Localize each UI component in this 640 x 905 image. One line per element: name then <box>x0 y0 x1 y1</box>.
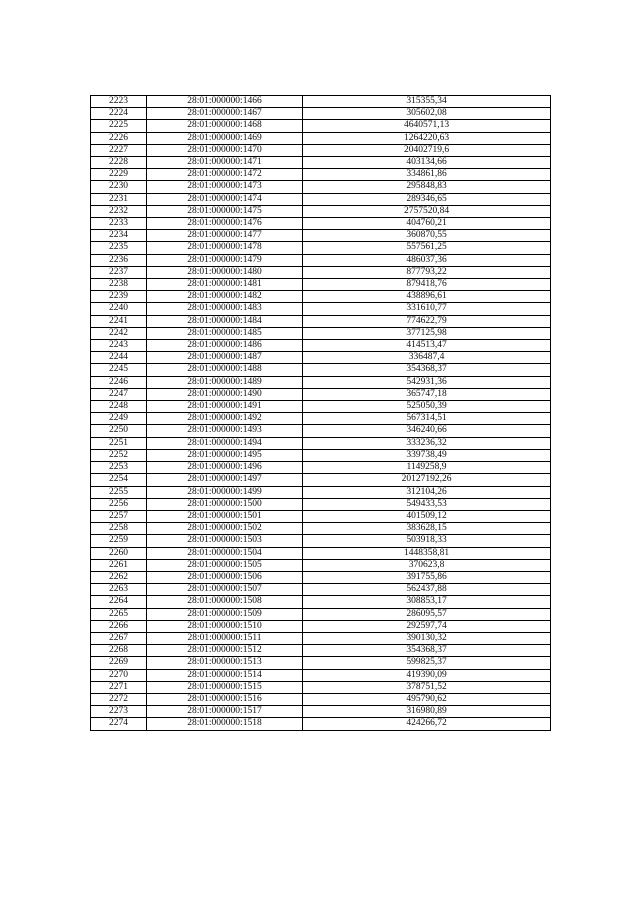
table-row <box>91 279 551 291</box>
cadastral-value-cell: 383628,15 <box>303 523 551 535</box>
row-number-cell: 2251 <box>91 437 147 449</box>
table-row <box>91 523 551 535</box>
cadastral-number-cell: 28:01:000000:1480 <box>147 266 303 278</box>
cadastral-number-cell: 28:01:000000:1469 <box>147 132 303 144</box>
row-number-cell: 2223 <box>91 96 147 108</box>
cadastral-value-cell: 4640571,13 <box>303 120 551 132</box>
row-number-cell: 2233 <box>91 218 147 230</box>
cadastral-value-cell: 365747,18 <box>303 388 551 400</box>
cadastral-value-cell: 20402719,6 <box>303 144 551 156</box>
row-number-cell: 2258 <box>91 523 147 535</box>
row-number-cell: 2241 <box>91 315 147 327</box>
table-row <box>91 474 551 486</box>
cadastral-value-cell: 599825,37 <box>303 657 551 669</box>
table-row <box>91 144 551 156</box>
cadastral-number-cell: 28:01:000000:1483 <box>147 303 303 315</box>
cadastral-number-cell: 28:01:000000:1466 <box>147 96 303 108</box>
row-number-cell: 2256 <box>91 498 147 510</box>
cadastral-value-cell: 377125,98 <box>303 327 551 339</box>
cadastral-number-cell: 28:01:000000:1506 <box>147 571 303 583</box>
cadastral-value-table <box>90 95 551 731</box>
cadastral-number-cell: 28:01:000000:1501 <box>147 510 303 522</box>
row-number-cell: 2246 <box>91 376 147 388</box>
table-row <box>91 376 551 388</box>
cadastral-value-cell: 360870,55 <box>303 230 551 242</box>
row-number-cell: 2224 <box>91 108 147 120</box>
table-row <box>91 632 551 644</box>
row-number-cell: 2243 <box>91 340 147 352</box>
table-row <box>91 486 551 498</box>
cadastral-value-cell: 1448358,81 <box>303 547 551 559</box>
cadastral-number-cell: 28:01:000000:1509 <box>147 608 303 620</box>
row-number-cell: 2252 <box>91 449 147 461</box>
cadastral-value-cell: 438896,61 <box>303 291 551 303</box>
cadastral-value-cell: 2757520,84 <box>303 205 551 217</box>
row-number-cell: 2242 <box>91 327 147 339</box>
table-row <box>91 718 551 730</box>
cadastral-value-cell: 562437,88 <box>303 584 551 596</box>
table-row <box>91 449 551 461</box>
row-number-cell: 2235 <box>91 242 147 254</box>
row-number-cell: 2250 <box>91 425 147 437</box>
row-number-cell: 2268 <box>91 645 147 657</box>
table-row <box>91 181 551 193</box>
row-number-cell: 2240 <box>91 303 147 315</box>
cadastral-number-cell: 28:01:000000:1496 <box>147 462 303 474</box>
cadastral-value-cell: 346240,66 <box>303 425 551 437</box>
cadastral-number-cell: 28:01:000000:1503 <box>147 535 303 547</box>
table-row <box>91 96 551 108</box>
cadastral-value-cell: 339738,49 <box>303 449 551 461</box>
row-number-cell: 2270 <box>91 669 147 681</box>
table-row <box>91 327 551 339</box>
row-number-cell: 2257 <box>91 510 147 522</box>
table-row <box>91 620 551 632</box>
cadastral-value-cell: 295848,83 <box>303 181 551 193</box>
cadastral-value-cell: 334861,86 <box>303 169 551 181</box>
cadastral-number-cell: 28:01:000000:1476 <box>147 218 303 230</box>
table-row <box>91 230 551 242</box>
cadastral-number-cell: 28:01:000000:1474 <box>147 193 303 205</box>
cadastral-number-cell: 28:01:000000:1488 <box>147 364 303 376</box>
cadastral-number-cell: 28:01:000000:1478 <box>147 242 303 254</box>
row-number-cell: 2265 <box>91 608 147 620</box>
cadastral-value-cell: 486037,36 <box>303 254 551 266</box>
table-row <box>91 547 551 559</box>
cadastral-value-cell: 414513,47 <box>303 340 551 352</box>
row-number-cell: 2239 <box>91 291 147 303</box>
cadastral-number-cell: 28:01:000000:1505 <box>147 559 303 571</box>
table-row <box>91 425 551 437</box>
row-number-cell: 2271 <box>91 681 147 693</box>
cadastral-number-cell: 28:01:000000:1479 <box>147 254 303 266</box>
cadastral-number-cell: 28:01:000000:1507 <box>147 584 303 596</box>
cadastral-value-cell: 567314,51 <box>303 413 551 425</box>
row-number-cell: 2244 <box>91 352 147 364</box>
cadastral-value-cell: 390130,32 <box>303 632 551 644</box>
cadastral-number-cell: 28:01:000000:1491 <box>147 401 303 413</box>
table-row <box>91 608 551 620</box>
table-row <box>91 254 551 266</box>
cadastral-value-cell: 549433,53 <box>303 498 551 510</box>
cadastral-value-cell: 879418,76 <box>303 279 551 291</box>
row-number-cell: 2230 <box>91 181 147 193</box>
cadastral-number-cell: 28:01:000000:1494 <box>147 437 303 449</box>
cadastral-value-cell: 312104,26 <box>303 486 551 498</box>
table-row <box>91 364 551 376</box>
cadastral-value-cell: 424266,72 <box>303 718 551 730</box>
row-number-cell: 2225 <box>91 120 147 132</box>
table-row <box>91 340 551 352</box>
cadastral-number-cell: 28:01:000000:1482 <box>147 291 303 303</box>
cadastral-number-cell: 28:01:000000:1511 <box>147 632 303 644</box>
cadastral-number-cell: 28:01:000000:1472 <box>147 169 303 181</box>
cadastral-number-cell: 28:01:000000:1489 <box>147 376 303 388</box>
table-row <box>91 303 551 315</box>
cadastral-value-cell: 316980,89 <box>303 706 551 718</box>
table-row <box>91 169 551 181</box>
cadastral-value-cell: 378751,52 <box>303 681 551 693</box>
cadastral-number-cell: 28:01:000000:1497 <box>147 474 303 486</box>
table-row <box>91 657 551 669</box>
table-row <box>91 218 551 230</box>
table-row <box>91 559 551 571</box>
table-row <box>91 157 551 169</box>
table-row <box>91 510 551 522</box>
cadastral-number-cell: 28:01:000000:1473 <box>147 181 303 193</box>
row-number-cell: 2266 <box>91 620 147 632</box>
table-row <box>91 242 551 254</box>
table-row <box>91 596 551 608</box>
table-row <box>91 645 551 657</box>
cadastral-value-cell: 20127192,26 <box>303 474 551 486</box>
cadastral-value-cell: 404760,21 <box>303 218 551 230</box>
cadastral-number-cell: 28:01:000000:1518 <box>147 718 303 730</box>
row-number-cell: 2232 <box>91 205 147 217</box>
row-number-cell: 2259 <box>91 535 147 547</box>
cadastral-number-cell: 28:01:000000:1502 <box>147 523 303 535</box>
cadastral-number-cell: 28:01:000000:1512 <box>147 645 303 657</box>
cadastral-number-cell: 28:01:000000:1471 <box>147 157 303 169</box>
row-number-cell: 2237 <box>91 266 147 278</box>
table-row <box>91 193 551 205</box>
table-row <box>91 693 551 705</box>
cadastral-value-cell: 354368,37 <box>303 645 551 657</box>
table-row <box>91 315 551 327</box>
cadastral-value-cell: 557561,25 <box>303 242 551 254</box>
row-number-cell: 2249 <box>91 413 147 425</box>
cadastral-number-cell: 28:01:000000:1510 <box>147 620 303 632</box>
row-number-cell: 2267 <box>91 632 147 644</box>
cadastral-value-cell: 774622,79 <box>303 315 551 327</box>
row-number-cell: 2253 <box>91 462 147 474</box>
table-row <box>91 437 551 449</box>
row-number-cell: 2245 <box>91 364 147 376</box>
row-number-cell: 2274 <box>91 718 147 730</box>
cadastral-value-cell: 333236,32 <box>303 437 551 449</box>
row-number-cell: 2234 <box>91 230 147 242</box>
cadastral-value-cell: 315355,34 <box>303 96 551 108</box>
table-row <box>91 401 551 413</box>
row-number-cell: 2231 <box>91 193 147 205</box>
cadastral-number-cell: 28:01:000000:1487 <box>147 352 303 364</box>
cadastral-value-cell: 331610,77 <box>303 303 551 315</box>
table-row <box>91 132 551 144</box>
cadastral-value-cell: 370623,8 <box>303 559 551 571</box>
cadastral-value-cell: 289346,65 <box>303 193 551 205</box>
row-number-cell: 2227 <box>91 144 147 156</box>
row-number-cell: 2238 <box>91 279 147 291</box>
table-row <box>91 681 551 693</box>
table-body <box>91 96 551 731</box>
row-number-cell: 2228 <box>91 157 147 169</box>
table-row <box>91 584 551 596</box>
table-row <box>91 498 551 510</box>
row-number-cell: 2263 <box>91 584 147 596</box>
table-row <box>91 266 551 278</box>
cadastral-number-cell: 28:01:000000:1467 <box>147 108 303 120</box>
cadastral-value-cell: 354368,37 <box>303 364 551 376</box>
cadastral-value-cell: 1264220,63 <box>303 132 551 144</box>
cadastral-number-cell: 28:01:000000:1500 <box>147 498 303 510</box>
row-number-cell: 2255 <box>91 486 147 498</box>
table-row <box>91 413 551 425</box>
cadastral-value-cell: 391755,86 <box>303 571 551 583</box>
cadastral-value-cell: 542931,36 <box>303 376 551 388</box>
row-number-cell: 2262 <box>91 571 147 583</box>
cadastral-value-cell: 877793,22 <box>303 266 551 278</box>
row-number-cell: 2269 <box>91 657 147 669</box>
cadastral-number-cell: 28:01:000000:1499 <box>147 486 303 498</box>
row-number-cell: 2272 <box>91 693 147 705</box>
cadastral-value-cell: 403134,66 <box>303 157 551 169</box>
table-row <box>91 120 551 132</box>
cadastral-number-cell: 28:01:000000:1486 <box>147 340 303 352</box>
cadastral-value-cell: 495790,62 <box>303 693 551 705</box>
table-row <box>91 571 551 583</box>
table-row <box>91 108 551 120</box>
cadastral-value-cell: 1149258,9 <box>303 462 551 474</box>
cadastral-number-cell: 28:01:000000:1485 <box>147 327 303 339</box>
table-row <box>91 388 551 400</box>
cadastral-number-cell: 28:01:000000:1468 <box>147 120 303 132</box>
cadastral-number-cell: 28:01:000000:1470 <box>147 144 303 156</box>
row-number-cell: 2229 <box>91 169 147 181</box>
cadastral-number-cell: 28:01:000000:1504 <box>147 547 303 559</box>
cadastral-number-cell: 28:01:000000:1515 <box>147 681 303 693</box>
row-number-cell: 2248 <box>91 401 147 413</box>
cadastral-number-cell: 28:01:000000:1477 <box>147 230 303 242</box>
cadastral-value-cell: 525050,39 <box>303 401 551 413</box>
cadastral-number-cell: 28:01:000000:1492 <box>147 413 303 425</box>
cadastral-number-cell: 28:01:000000:1495 <box>147 449 303 461</box>
cadastral-value-cell: 503918,33 <box>303 535 551 547</box>
cadastral-value-cell: 305602,08 <box>303 108 551 120</box>
cadastral-number-cell: 28:01:000000:1513 <box>147 657 303 669</box>
cadastral-number-cell: 28:01:000000:1493 <box>147 425 303 437</box>
table-row <box>91 535 551 547</box>
cadastral-value-cell: 336487,4 <box>303 352 551 364</box>
row-number-cell: 2226 <box>91 132 147 144</box>
cadastral-value-cell: 286095,57 <box>303 608 551 620</box>
table-row <box>91 462 551 474</box>
cadastral-value-cell: 292597,74 <box>303 620 551 632</box>
table-row <box>91 669 551 681</box>
row-number-cell: 2260 <box>91 547 147 559</box>
row-number-cell: 2264 <box>91 596 147 608</box>
table-row <box>91 291 551 303</box>
cadastral-number-cell: 28:01:000000:1481 <box>147 279 303 291</box>
cadastral-number-cell: 28:01:000000:1514 <box>147 669 303 681</box>
cadastral-value-cell: 401509,12 <box>303 510 551 522</box>
cadastral-value-cell: 419390,09 <box>303 669 551 681</box>
cadastral-number-cell: 28:01:000000:1517 <box>147 706 303 718</box>
cadastral-number-cell: 28:01:000000:1475 <box>147 205 303 217</box>
row-number-cell: 2247 <box>91 388 147 400</box>
cadastral-number-cell: 28:01:000000:1508 <box>147 596 303 608</box>
cadastral-value-cell: 308853,17 <box>303 596 551 608</box>
row-number-cell: 2273 <box>91 706 147 718</box>
row-number-cell: 2254 <box>91 474 147 486</box>
cadastral-number-cell: 28:01:000000:1490 <box>147 388 303 400</box>
table-row <box>91 205 551 217</box>
row-number-cell: 2236 <box>91 254 147 266</box>
table-row <box>91 352 551 364</box>
table-row <box>91 706 551 718</box>
cadastral-number-cell: 28:01:000000:1484 <box>147 315 303 327</box>
cadastral-number-cell: 28:01:000000:1516 <box>147 693 303 705</box>
row-number-cell: 2261 <box>91 559 147 571</box>
